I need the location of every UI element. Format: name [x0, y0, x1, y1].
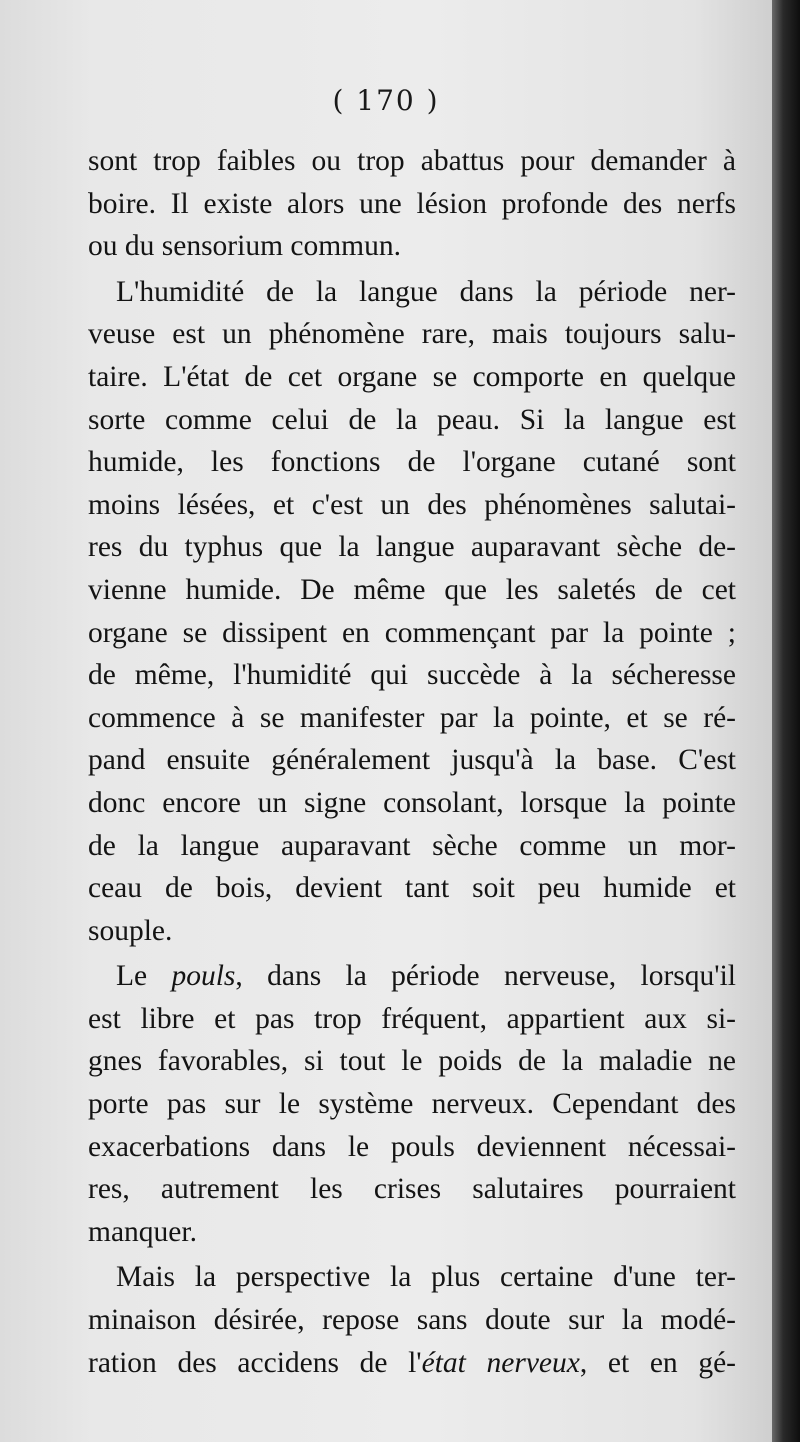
text-line: ou du sensorium commun. — [88, 230, 402, 263]
text-line: gnes favorables, si tout le poids de la maladie ne — [88, 1045, 736, 1078]
text-line: pand ensuite généralement jusqu'à la base. C'est — [88, 744, 736, 777]
paragraph — [88, 140, 736, 268]
page-number: ( 170 ) — [332, 84, 440, 117]
text-line: humide, les fonctions de l'organe cutané sont — [88, 446, 736, 479]
text-line: minaison désirée, repose sans doute sur la modé- — [88, 1304, 736, 1337]
text-run: , et en gé- — [579, 1346, 736, 1379]
text-line: moins lésées, et c'est un des phénomènes salutai- — [88, 488, 736, 521]
paragraph — [88, 955, 736, 1253]
text-line: manquer. — [88, 1215, 197, 1248]
text-line: taire. L'état de cet organe se comporte en quelque — [88, 360, 736, 393]
text-line: ceau de bois, devient tant soit peu humide et — [88, 872, 736, 905]
text-line: sorte comme celui de la peau. Si la langue est — [88, 403, 736, 436]
text-line: res du typhus que la langue auparavant sèche de- — [88, 531, 736, 564]
italic-term: état nerveux — [421, 1346, 580, 1379]
text-line: organe se dissipent en commençant par la pointe ; — [88, 616, 736, 649]
book-gutter-shadow — [772, 0, 800, 1442]
text-line: vienne humide. De même que les saletés de cet — [88, 573, 736, 606]
text-line: de même, l'humidité qui succède à la sécheresse — [88, 659, 736, 692]
text-line: souple. — [88, 914, 173, 947]
paragraph — [88, 271, 736, 953]
text-line: res, autrement les crises salutaires pourraient — [88, 1173, 736, 1206]
text-line: est libre et pas trop fréquent, appartient aux si- — [88, 1002, 736, 1035]
text-line: commence à se manifester par la pointe, et se ré- — [88, 701, 736, 734]
text-run: ration des accidens de l' — [88, 1346, 422, 1379]
text-line: sont trop faibles ou trop abattus pour demander à — [88, 145, 736, 177]
text-line — [88, 955, 736, 998]
italic-term: pouls — [171, 960, 236, 993]
text-run: Le — [116, 960, 172, 993]
text-line: donc encore un signe consolant, lorsque la pointe — [88, 786, 736, 819]
text-line: porte pas sur le système nerveux. Cependant des — [88, 1088, 736, 1121]
text-line: de la langue auparavant sèche comme un mor- — [88, 829, 736, 862]
text-line: Mais la perspective la plus certaine d'une ter- — [116, 1261, 736, 1294]
text-line: L'humidité de la langue dans la période ner- — [116, 275, 736, 308]
body-text — [88, 140, 736, 1384]
text-run: , dans la période nerveuse, lorsqu'il — [235, 960, 736, 993]
paragraph — [88, 1256, 736, 1384]
text-line — [88, 1342, 736, 1385]
text-line: veuse est un phénomène rare, mais toujours salu- — [88, 318, 736, 351]
text-line: exacerbations dans le pouls deviennent nécessai- — [88, 1130, 736, 1163]
text-line: boire. Il existe alors une lésion profonde des nerfs — [88, 187, 736, 220]
